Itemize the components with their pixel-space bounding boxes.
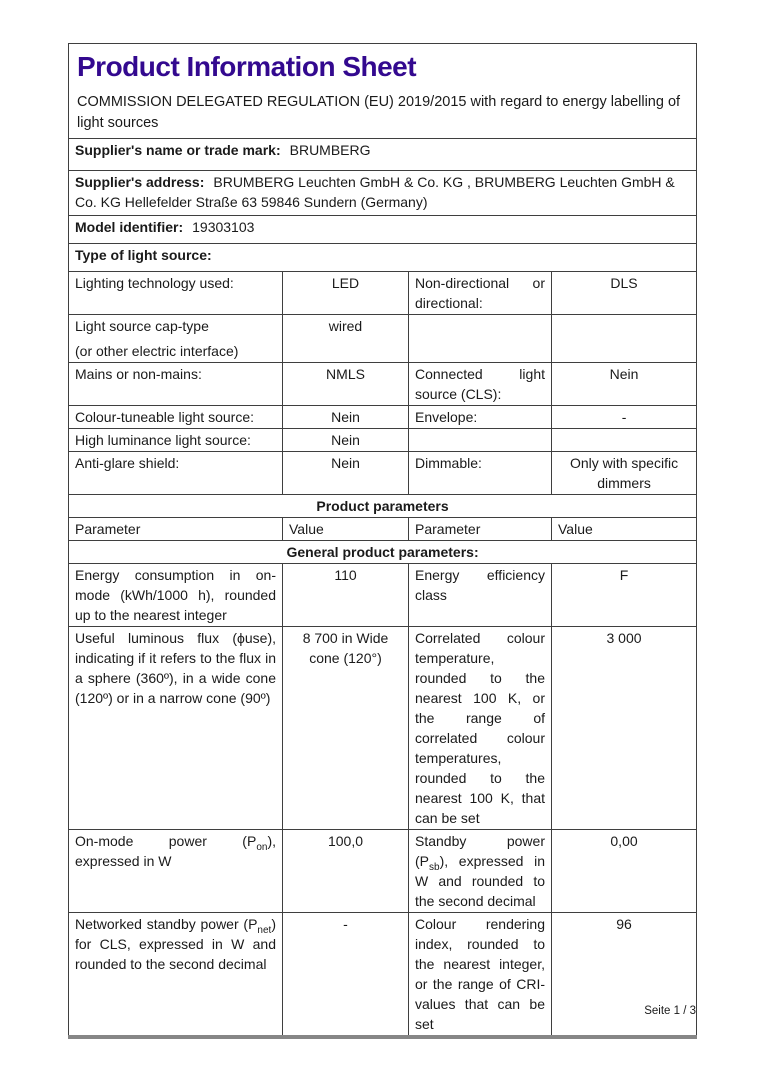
label-text: Standby power (P xyxy=(415,833,545,869)
label-text: ) for CLS, expressed in W and rounded to the second decimal xyxy=(75,916,276,972)
param-value-cell: Nein xyxy=(283,452,409,495)
param-label-cell xyxy=(69,913,283,1038)
param-label-cell: Colour rendering index, rounded to the nearest integer, or the range of CRI-values that can be set xyxy=(409,913,552,1038)
param-label-cell: Useful luminous flux (ϕuse), indicating if it refers to the flux in a sphere (360º), in a wide cone (120º) or in a narrow cone (90º) xyxy=(69,627,283,830)
regulation-subtitle: COMMISSION DELEGATED REGULATION (EU) 2019/2015 with regard to energy labelling of light sources xyxy=(77,94,681,131)
param-value-cell: 110 xyxy=(283,564,409,627)
param-label-cell: Energy consumption in on-mode (kWh/1000 h), rounded up to the nearest integer xyxy=(69,564,283,627)
label-text: ), expressed in W xyxy=(75,833,276,869)
column-header-value: Value xyxy=(283,518,409,541)
param-label-cell xyxy=(409,315,552,363)
param-label-cell: Non-directional or directional: xyxy=(409,272,552,315)
param-value-cell: 0,00 xyxy=(552,830,697,913)
type-of-light-source-row xyxy=(69,244,697,272)
param-value-cell: 96 xyxy=(552,913,697,1038)
title-cell xyxy=(69,44,697,139)
table-row xyxy=(69,363,697,406)
column-header-value: Value xyxy=(552,518,697,541)
param-label-cell xyxy=(69,315,283,363)
param-value-cell: DLS xyxy=(552,272,697,315)
supplier-name-label: Supplier's name or trade mark: xyxy=(75,142,281,158)
model-identifier-label: Model identifier: xyxy=(75,219,184,235)
param-label-cell: Lighting technology used: xyxy=(69,272,283,315)
param-value-cell: - xyxy=(283,913,409,1038)
param-value-cell: 8 700 in Wide cone (120°) xyxy=(283,627,409,830)
cap-type-line-1: Light source cap-type xyxy=(75,318,209,334)
section-header-product-parameters: Product parameters xyxy=(69,495,697,518)
label-text: ), expressed in W and rounded to the second decimal xyxy=(415,853,545,909)
param-label-cell: Correlated colour temperature, rounded to the nearest 100 K, or the range of correlated colour temperatures, rounded to the nearest 100 K, that can be set xyxy=(409,627,552,830)
section-header-general-product-parameters: General product parameters: xyxy=(69,541,697,564)
param-label-cell: Connected light source (CLS): xyxy=(409,363,552,406)
subscript-text: sb xyxy=(429,861,440,873)
cap-type-line-2: (or other electric interface) xyxy=(75,343,239,359)
supplier-name-value: BRUMBERG xyxy=(289,142,371,158)
page-number: Seite 1 / 3 xyxy=(644,1005,696,1017)
param-value-cell: NMLS xyxy=(283,363,409,406)
column-header-parameter: Parameter xyxy=(69,518,283,541)
table-row xyxy=(69,315,697,363)
param-label-cell: Dimmable: xyxy=(409,452,552,495)
param-value-cell: Nein xyxy=(552,363,697,406)
param-value-cell: wired xyxy=(283,315,409,363)
param-value-cell: LED xyxy=(283,272,409,315)
param-label-cell xyxy=(409,429,552,452)
param-label-cell xyxy=(69,830,283,913)
table-row xyxy=(69,627,697,830)
table-row xyxy=(69,913,697,1038)
table-row xyxy=(69,830,697,913)
type-of-light-source-label: Type of light source: xyxy=(75,247,212,263)
param-value-cell: Nein xyxy=(283,429,409,452)
table-row xyxy=(69,272,697,315)
param-label-cell: Envelope: xyxy=(409,406,552,429)
table-row xyxy=(69,429,697,452)
model-identifier-value: 19303103 xyxy=(192,219,255,235)
param-value-cell: - xyxy=(552,406,697,429)
param-label-cell: Mains or non-mains: xyxy=(69,363,283,406)
param-value-cell: Only with specific dimmers xyxy=(552,452,697,495)
label-text: On-mode power (P xyxy=(75,833,257,849)
page-title: Product Information Sheet xyxy=(77,51,417,82)
supplier-address-label: Supplier's address: xyxy=(75,174,205,190)
label-text: Networked standby power (P xyxy=(75,916,258,932)
param-label-cell: High luminance light source: xyxy=(69,429,283,452)
subscript-text: net xyxy=(257,924,272,936)
param-value-cell xyxy=(552,315,697,363)
supplier-address-value: BRUMBERG Leuchten GmbH & Co. KG , BRUMBERG Leuchten GmbH & Co. KG Hellefelder Straße 63 59846 Sundern (Germany) xyxy=(75,174,675,210)
param-value-cell: 3 000 xyxy=(552,627,697,830)
table-row xyxy=(69,406,697,429)
column-header-row xyxy=(69,518,697,541)
table-row xyxy=(69,564,697,627)
supplier-name-row xyxy=(69,139,697,171)
table-row xyxy=(69,452,697,495)
param-label-cell: Colour-tuneable light source: xyxy=(69,406,283,429)
param-value-cell xyxy=(552,429,697,452)
product-information-table xyxy=(68,43,697,1039)
param-value-cell: F xyxy=(552,564,697,627)
param-label-cell xyxy=(409,830,552,913)
model-identifier-row xyxy=(69,216,697,244)
column-header-parameter: Parameter xyxy=(409,518,552,541)
param-value-cell: 100,0 xyxy=(283,830,409,913)
subscript-text: on xyxy=(256,841,268,853)
param-value-cell: Nein xyxy=(283,406,409,429)
supplier-address-row xyxy=(69,171,697,216)
param-label-cell: Energy efficiency class xyxy=(409,564,552,627)
param-label-cell: Anti-glare shield: xyxy=(69,452,283,495)
